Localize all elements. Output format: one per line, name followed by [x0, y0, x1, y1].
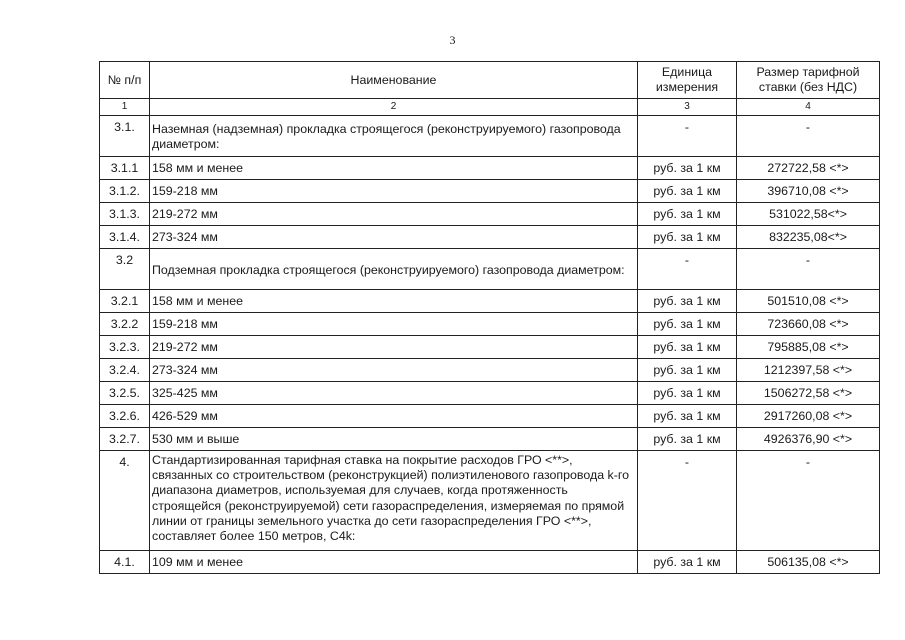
row-rate: -	[737, 451, 880, 551]
row-name: 273-324 мм	[150, 226, 638, 249]
row-unit: руб. за 1 км	[638, 180, 737, 203]
row-name: 273-324 мм	[150, 359, 638, 382]
row-rate: -	[737, 116, 880, 157]
row-rate: 4926376,90 <*>	[737, 428, 880, 451]
row-rate: 2917260,08 <*>	[737, 405, 880, 428]
table-row	[100, 336, 880, 359]
row-unit: руб. за 1 км	[638, 203, 737, 226]
column-number: 3	[638, 99, 737, 116]
row-name: Стандартизированная тарифная ставка на покрытие расходов ГРО <**>, связанных со строительством (реконструкцией) полиэтиленового газопровода k-го диапазона диаметров, используемая для случаев, когда протяженность строящейся (реконструируемой) сети газораспределения, измеряемая по прямой линии от границы земельного участка до сети газораспределения ГРО <**>, составляет более 150 метров, C4k:	[150, 451, 638, 551]
column-number: 2	[150, 99, 638, 116]
row-name: 158 мм и менее	[150, 157, 638, 180]
header-rate: Размер тарифной ставки (без НДС)	[737, 62, 880, 99]
table-row	[100, 180, 880, 203]
table-body	[100, 116, 880, 574]
row-rate: -	[737, 249, 880, 290]
row-unit: руб. за 1 км	[638, 226, 737, 249]
tariff-table	[99, 61, 880, 574]
column-number-row	[100, 99, 880, 116]
row-unit: руб. за 1 км	[638, 382, 737, 405]
row-unit: руб. за 1 км	[638, 157, 737, 180]
row-name: Подземная прокладка строящегося (реконструируемого) газопровода диаметром:	[150, 249, 638, 290]
row-rate: 531022,58<*>	[737, 203, 880, 226]
row-number: 3.2.4.	[100, 359, 150, 382]
row-rate: 832235,08<*>	[737, 226, 880, 249]
row-number: 3.2.1	[100, 290, 150, 313]
header-unit: Единица измерения	[638, 62, 737, 99]
table-header-row	[100, 62, 880, 99]
table-row	[100, 203, 880, 226]
row-unit: руб. за 1 км	[638, 359, 737, 382]
row-rate: 501510,08 <*>	[737, 290, 880, 313]
row-name: 109 мм и менее	[150, 551, 638, 574]
table-row	[100, 116, 880, 157]
row-name: 158 мм и менее	[150, 290, 638, 313]
row-name: 530 мм и выше	[150, 428, 638, 451]
row-number: 3.1.	[100, 116, 150, 157]
row-unit: -	[638, 116, 737, 157]
row-name: 219-272 мм	[150, 203, 638, 226]
row-rate: 1212397,58 <*>	[737, 359, 880, 382]
column-number: 4	[737, 99, 880, 116]
header-name: Наименование	[150, 62, 638, 99]
table-row	[100, 290, 880, 313]
row-rate: 1506272,58 <*>	[737, 382, 880, 405]
row-unit: руб. за 1 км	[638, 428, 737, 451]
row-unit: руб. за 1 км	[638, 313, 737, 336]
row-name: 325-425 мм	[150, 382, 638, 405]
row-number: 3.1.1	[100, 157, 150, 180]
column-number: 1	[100, 99, 150, 116]
table-row	[100, 226, 880, 249]
row-number: 3.1.2.	[100, 180, 150, 203]
row-rate: 723660,08 <*>	[737, 313, 880, 336]
table-row	[100, 451, 880, 551]
row-number: 3.2.7.	[100, 428, 150, 451]
row-unit: руб. за 1 км	[638, 290, 737, 313]
row-name: 159-218 мм	[150, 313, 638, 336]
row-number: 3.2.3.	[100, 336, 150, 359]
row-unit: -	[638, 451, 737, 551]
row-unit: руб. за 1 км	[638, 336, 737, 359]
row-name: 159-218 мм	[150, 180, 638, 203]
page-number: 3	[449, 33, 456, 47]
table-row	[100, 405, 880, 428]
table-row	[100, 382, 880, 405]
table-row	[100, 359, 880, 382]
table-row	[100, 313, 880, 336]
row-unit: руб. за 1 км	[638, 405, 737, 428]
row-number: 3.2.2	[100, 313, 150, 336]
row-number: 3.2	[100, 249, 150, 290]
row-number: 4.	[100, 451, 150, 551]
row-unit: руб. за 1 км	[638, 551, 737, 574]
row-rate: 272722,58 <*>	[737, 157, 880, 180]
header-num: № п/п	[100, 62, 150, 99]
table-row	[100, 428, 880, 451]
row-name: 426-529 мм	[150, 405, 638, 428]
row-number: 4.1.	[100, 551, 150, 574]
row-number: 3.1.4.	[100, 226, 150, 249]
table-row	[100, 551, 880, 574]
row-name: 219-272 мм	[150, 336, 638, 359]
row-unit: -	[638, 249, 737, 290]
row-rate: 795885,08 <*>	[737, 336, 880, 359]
table-row	[100, 157, 880, 180]
table-row	[100, 249, 880, 290]
row-rate: 506135,08 <*>	[737, 551, 880, 574]
row-name: Наземная (надземная) прокладка строящегося (реконструируемого) газопровода диаметром:	[150, 116, 638, 157]
row-number: 3.2.5.	[100, 382, 150, 405]
row-rate: 396710,08 <*>	[737, 180, 880, 203]
row-number: 3.2.6.	[100, 405, 150, 428]
row-number: 3.1.3.	[100, 203, 150, 226]
